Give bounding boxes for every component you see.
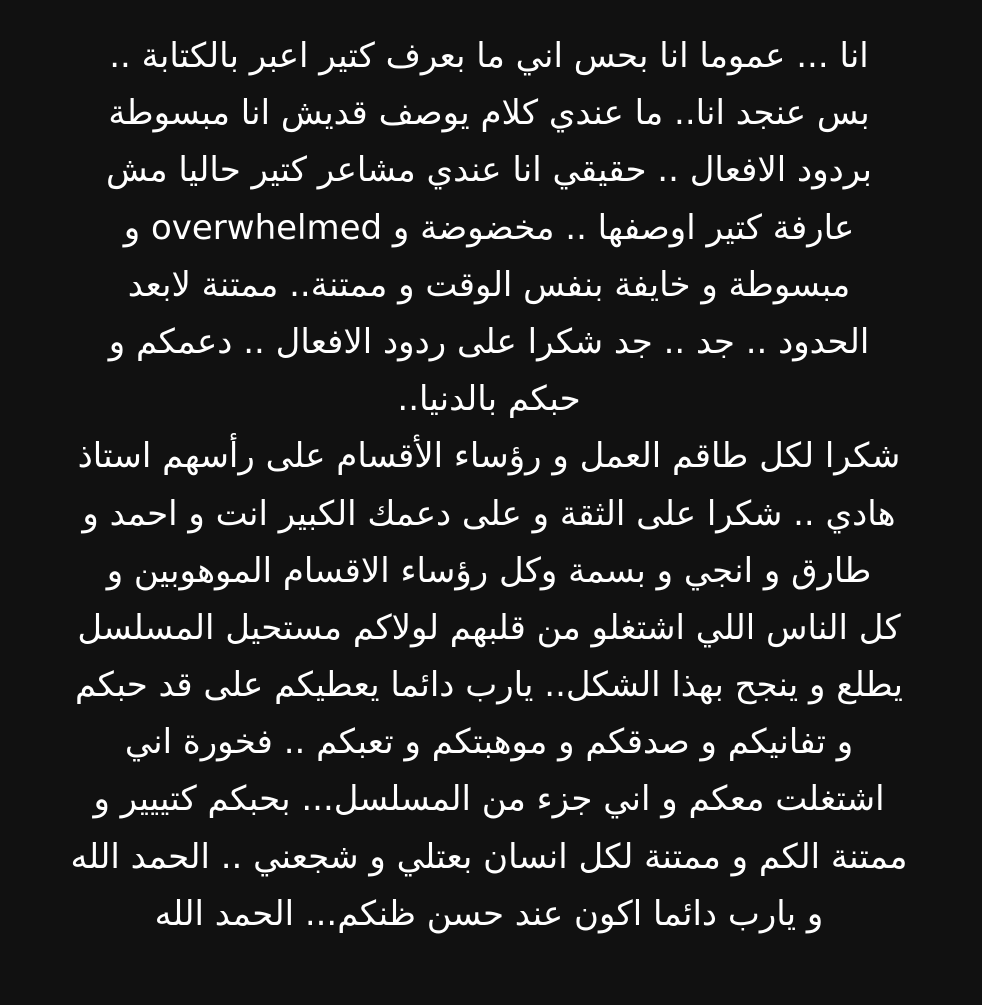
text-line: شكرا لكل طاقم العمل و رؤساء الأقسام على رأسهم استاذ: [77, 436, 901, 477]
message-text: [44, 28, 934, 943]
text-line: حبكم بالدنيا..: [397, 379, 581, 420]
text-line: الحدود .. جد .. جد شكرا على ردود الافعال .. دعمكم و: [108, 321, 870, 362]
text-line: هادي .. شكرا على الثقة و على دعمك الكبير انت و احمد و: [82, 493, 896, 534]
text-line: ممتنة الكم و ممتنة لكل انسان بعتلي و شجعني .. الحمد الله: [70, 836, 908, 877]
text-line: و يارب دائما اكون عند حسن ظنكم... الحمد الله: [154, 893, 824, 934]
text-line: يطلع و ينجح بهذا الشكل.. يارب دائما يعطيكم على قد حبكم: [75, 665, 903, 706]
text-line: بس عنجد انا.. ما عندي كلام يوصف قديش انا مبسوطة: [108, 93, 870, 134]
text-line: انا ... عموما انا بحس اني ما بعرف كتير اعبر بالكتابة ..: [109, 36, 869, 76]
text-line: بردود الافعال .. حقيقي انا عندي مشاعر كتير حاليا مش: [106, 150, 872, 191]
text-line: عارفة كتير اوصفها .. مخضوضة و overwhelmed و: [123, 207, 855, 248]
text-line: مبسوطة و خايفة بنفس الوقت و ممتنة.. ممتنة لابعد: [127, 264, 851, 305]
text-line: و تفانيكم و صدقكم و موهبتكم و تعبكم .. فخورة اني: [124, 722, 854, 763]
text-line: كل الناس اللي اشتغلو من قلبهم لولاكم مستحيل المسلسل: [77, 607, 901, 648]
text-line: طارق و انجي و بسمة وكل رؤساء الاقسام الموهوبين و: [106, 550, 872, 591]
text-line: اشتغلت معكم و اني جزء من المسلسل... بحبكم كتييير و: [93, 779, 885, 820]
